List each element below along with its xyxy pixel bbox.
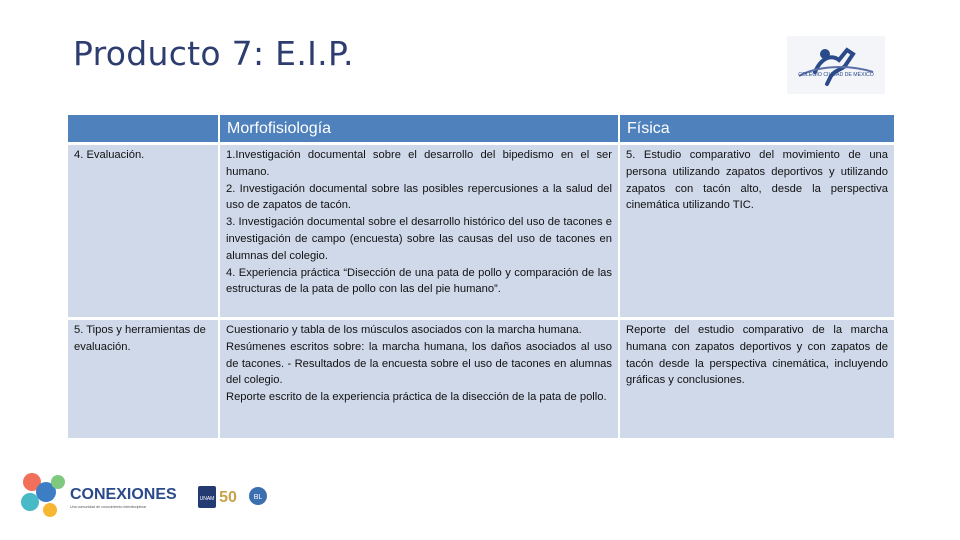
cell-fisica-tipos <box>620 320 894 438</box>
cell-paragraph: Resúmenes escritos sobre: la marcha humana, los daños asociados al uso de tacones. - Resultados de la encuesta sobre el uso de tacones en alumnas del colegio. <box>226 340 612 387</box>
cell-paragraph: Reporte del estudio comparativo de la marcha humana con zapatos deportivos y con zapatos de tacón desde la perspectiva cinemática, incluyendo gráficas y conclusiones. <box>626 324 888 387</box>
cell-paragraph: 5. Estudio comparativo del movimiento de una persona utilizando zapatos deportivos y utilizando zapatos con tacón alto, desde la perspectiva cinemática utilizando TIC. <box>626 149 888 212</box>
fifty-years-badge-icon <box>219 489 237 506</box>
row-label-text: 5. Tipos y herramientas de evaluación. <box>74 324 206 353</box>
cell-paragraph: 2. Investigación documental sobre las posibles repercusiones a la salud del uso de zapatos de tacón. <box>226 182 612 212</box>
header-morfofisiologia: Morfofisiología <box>220 115 618 142</box>
cell-morfo-evaluacion <box>220 145 618 317</box>
footer-logos <box>10 468 270 524</box>
header-fisica: Física <box>620 115 894 142</box>
svg-text:BL: BL <box>253 494 263 501</box>
conexiones-logo-icon <box>21 473 65 517</box>
row-label-tipos <box>68 320 218 438</box>
row-label-evaluacion <box>68 145 218 317</box>
cell-morfo-tipos <box>220 320 618 438</box>
slide-title: Producto 7: E.I.P. <box>73 34 354 73</box>
svg-text:UNAM: UNAM <box>199 496 215 502</box>
cell-paragraph: 4. Experiencia práctica “Disección de una pata de pollo y comparación de las estructuras de la pata de pollo con las del pie humano”. <box>226 266 612 296</box>
cell-fisica-evaluacion <box>620 145 894 317</box>
header-empty <box>68 115 218 142</box>
row-label-text: 4. Evaluación. <box>74 149 145 161</box>
eip-table <box>66 112 896 441</box>
table-header-row <box>68 115 894 142</box>
table-row <box>68 145 894 317</box>
table-row <box>68 320 894 438</box>
conexiones-brand: CONEXIONES <box>70 486 177 503</box>
bl-badge-icon <box>249 487 267 505</box>
cell-paragraph: 3. Investigación documental sobre el desarrollo histórico del uso de tacones e investigación de campo (encuesta) sobre las causas del uso de tacones en alumnas del colegio. <box>226 216 612 262</box>
cell-paragraph: Cuestionario y tabla de los músculos asociados con la marcha humana. <box>226 324 582 336</box>
school-logo <box>787 36 885 94</box>
school-logo-text: COLEGIO CIUDAD DE MÉXICO <box>798 72 874 78</box>
cell-paragraph: Reporte escrito de la experiencia práctica de la disección de la pata de pollo. <box>226 391 607 404</box>
conexiones-tagline: Una comunidad de conocimiento interdisciplinar <box>70 505 147 509</box>
unam-badge-icon <box>198 486 216 508</box>
svg-text:50: 50 <box>219 489 237 506</box>
cell-paragraph: 1.Investigación documental sobre el desarrollo del bipedismo en el ser humano. <box>226 149 612 178</box>
